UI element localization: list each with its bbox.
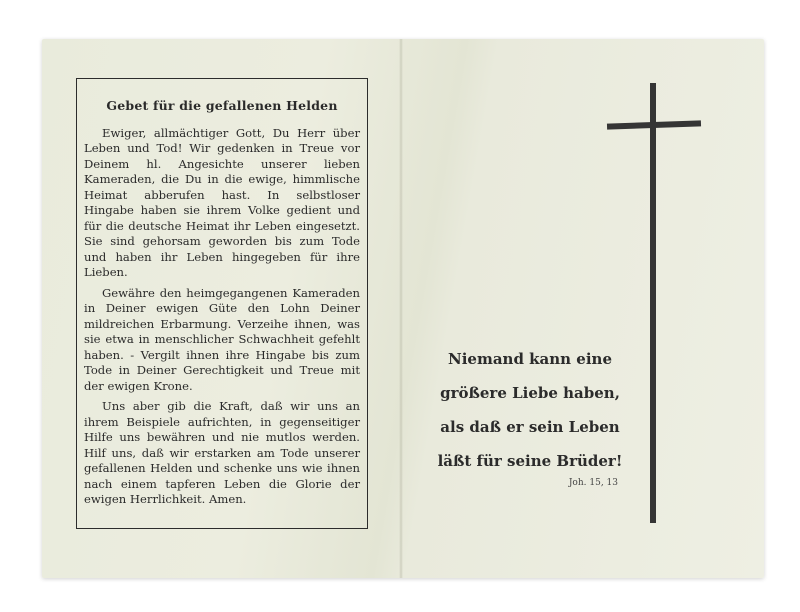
bible-verse bbox=[430, 342, 630, 478]
verse-line: größere Liebe haben, bbox=[440, 384, 620, 402]
verse-line: läßt für seine Brüder! bbox=[437, 452, 623, 470]
cross-vertical-beam bbox=[650, 83, 656, 523]
card-fold bbox=[399, 39, 403, 578]
prayer-text-block bbox=[84, 98, 360, 513]
prayer-paragraph: Uns aber gib die Kraft, daß wir uns an ihrem Beispiele aufrichten, in gegenseitiger Hilfe uns bewähren und nie mutlos werden. Hilf uns, daß wir erstarken am Tode unserer gefallenen Helden und schenke uns wie ihnen nach einem tapferen Leben die Glorie der ewigen Herrlichkeit. Amen. bbox=[84, 399, 360, 506]
verse-line: als daß er sein Leben bbox=[440, 418, 620, 436]
verse-reference: Joh. 15, 13 bbox=[568, 478, 618, 488]
prayer-paragraph: Ewiger, allmächtiger Gott, Du Herr über Leben und Tod! Wir gedenken in Treue vor Deinem hl. Angesichte unserer lieben Kameraden, die Du in die ewige, himmlische Heimat abberufen hast. In selbstloser Hingabe haben sie ihrem Volke gedient und für die deutsche Heimat ihr Leben eingesetzt. Sie sind gehorsam geworden bis zum Tode und haben ihr Leben hingegeben für ihre Lieben. bbox=[84, 125, 360, 279]
prayer-title: Gebet für die gefallenen Helden bbox=[106, 98, 338, 113]
prayer-paragraph: Gewähre den heimgegangenen Kameraden in Deiner ewigen Güte den Lohn Deiner mildreichen Erbarmung. Verzeihe ihnen, was sie etwa in menschlicher Schwachheit gefehlt haben. - Vergilt ihnen ihre Hingabe bis zum Tode in Deiner Gerechtigkeit und Treue mit der ewigen Krone. bbox=[84, 285, 360, 393]
verse-line: Niemand kann eine bbox=[448, 350, 612, 368]
